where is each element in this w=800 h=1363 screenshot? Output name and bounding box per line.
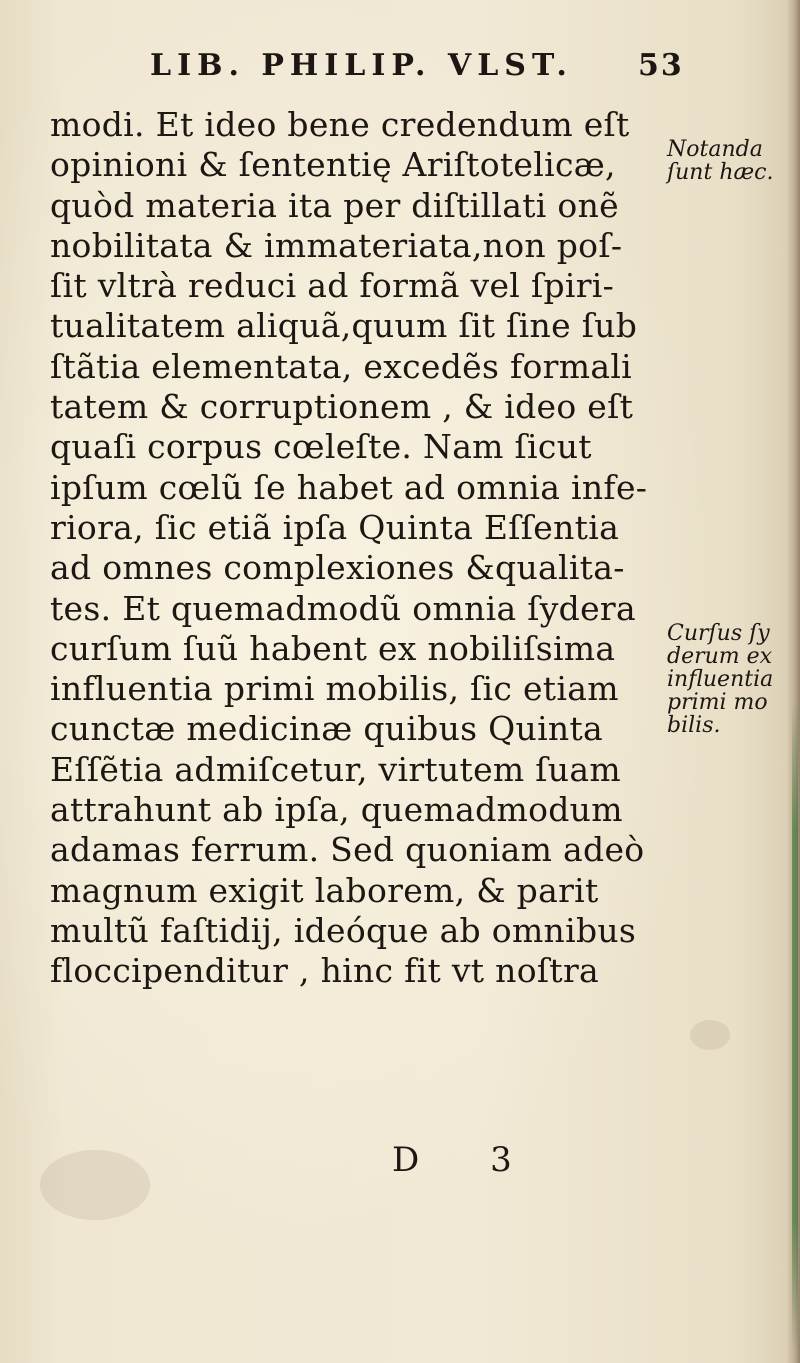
marginal-note-line: Curſus ſy	[667, 621, 770, 646]
marginal-note-line: Notanda	[667, 137, 763, 162]
text-line: curſum ſuũ habent ex nobiliſsima	[50, 628, 616, 668]
text-line: adamas ferrum. Sed quoniam adeò	[50, 830, 645, 870]
text-line: floccipenditur , hinc fit vt noſtra	[50, 951, 599, 991]
text-line: tualitatem aliquã,quum ſit ſine ſub	[50, 306, 638, 346]
text-line: tatem & corruptionem , & ideo eſt	[50, 387, 634, 427]
page-header	[150, 48, 710, 88]
marginal-note	[667, 622, 797, 737]
text-line: cunctæ medicinæ quibus Quinta	[50, 709, 604, 749]
text-line: quòd materia ita per diſtillati onẽ	[50, 185, 619, 225]
text-line: Eſſẽtia admiſcetur, virtutem ſuam	[50, 749, 621, 789]
marginal-note	[667, 138, 797, 184]
text-line: nobilitata & immateriata,non poſ-	[50, 225, 623, 265]
text-line: modi. Et ideo bene credendum eſt	[50, 105, 630, 144]
marginal-note-line: derum ex	[667, 644, 773, 669]
signature-mark: D 3	[392, 1140, 542, 1180]
marginal-note-line: influentia	[667, 667, 774, 692]
text-line: ſtãtia elementata, excedẽs formali	[50, 346, 633, 386]
text-line: ipſum cœlũ ſe habet ad omnia infe-	[50, 467, 648, 507]
running-head: LIB. PHILIP. VLST.	[150, 48, 573, 83]
marginal-note-line: ſunt hæc.	[667, 160, 774, 185]
marginal-note-line: primi mo	[667, 690, 768, 715]
text-line: magnum exigit laborem, & parit	[50, 870, 599, 910]
paper-stain	[40, 1150, 150, 1220]
marginal-note-line: bilis.	[667, 713, 721, 738]
text-line: tes. Et quemadmodũ omnia ſydera	[50, 588, 636, 628]
page-number: 53	[638, 48, 684, 83]
page-edge-stain	[792, 700, 798, 1350]
text-line: ad omnes complexiones &qualita-	[50, 548, 625, 588]
text-line: attrahunt ab ipſa, quemadmodum	[50, 790, 623, 830]
body-text	[50, 105, 660, 992]
text-line: influentia primi mobilis, ſic etiam	[50, 669, 619, 709]
text-line: multũ faſtidij, ideóque ab omnibus	[50, 910, 637, 950]
text-line: quaſi corpus cœleſte. Nam ſicut	[50, 427, 592, 467]
text-line: riora, ſic etiã ipſa Quinta Eſſentia	[50, 507, 620, 547]
text-line: opinioni & ſententię Ariſtotelicæ,	[50, 145, 616, 185]
paper-stain	[690, 1020, 730, 1050]
text-line: ſit vltrà reduci ad formã vel ſpiri-	[50, 266, 615, 306]
